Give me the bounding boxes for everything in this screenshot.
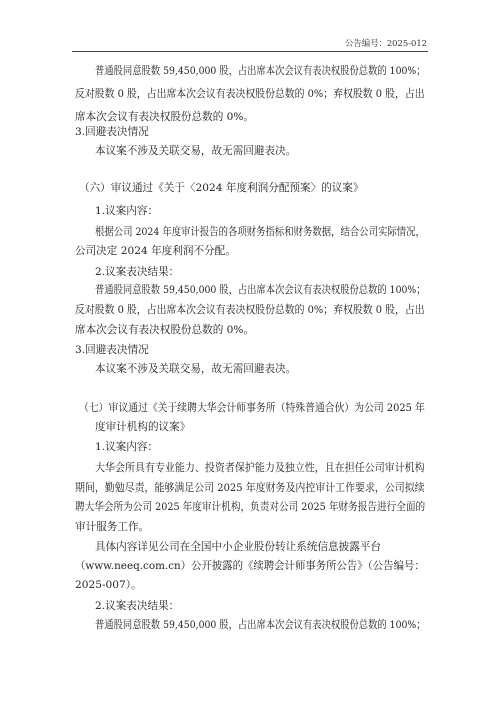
subheading-line: 2.议案表决结果： <box>95 266 180 278</box>
paragraph-line: 普通股同意股数 59,450,000 股，占出席本次会议有表决权股份总数的 100%； <box>95 65 426 77</box>
paragraph-line: 期间，勤勉尽责，能够满足公司 2025 年度财务及内控审计工作要求，公司拟续 <box>75 482 425 494</box>
subheading-line: 1.议案内容： <box>95 205 159 217</box>
paragraph-line: 根据公司 2024 年度审计报告的各项财务指标和财务数据，结合公司实际情况， <box>95 226 425 238</box>
section-heading-continued: 度审计机构的议案》 <box>95 421 191 433</box>
paragraph-line: 反对股数 0 股，占出席本次会议有表决权股份总数的 0%；弃权股数 0 股，占出 <box>75 304 425 316</box>
paragraph-line: 审计服务工作。 <box>75 521 150 533</box>
paragraph-line: 本议案不涉及关联交易，故无需回避表决。 <box>95 145 297 157</box>
header-divider <box>72 51 428 52</box>
paragraph-line: 聘大华会所为公司 2025 年度审计机构，负责对公司 2025 年财务报告进行全面的 <box>75 501 426 513</box>
subheading-line: 2.议案表决结果： <box>95 600 180 612</box>
paragraph-line: 席本次会议有表决权股份总数的 0%。 <box>75 324 255 336</box>
paragraph-line: 具体内容详见公司在全国中小企业股份转让系统信息披露平台 <box>95 541 382 553</box>
subheading-line: 3.回避表决情况 <box>75 126 149 138</box>
subheading-line: 3.回避表决情况 <box>75 344 149 356</box>
paragraph-line: 普通股同意股数 59,450,000 股，占出席本次会议有表决权股份总数的 100%； <box>95 619 426 631</box>
paragraph-line: 本议案不涉及关联交易，故无需回避表决。 <box>95 363 297 375</box>
section-heading: （六）审议通过《关于〈2024 年度利润分配预案〉的议案》 <box>79 182 364 194</box>
paragraph-line: 反对股数 0 股，占出席本次会议有表决权股份总数的 0%；弃权股数 0 股，占出 <box>75 88 425 100</box>
paragraph-line: 席本次会议有表决权股份总数的 0%。 <box>75 111 255 123</box>
paragraph-line: 公司决定 2024 年度利润不分配。 <box>75 245 236 257</box>
paragraph-line: 2025-007）。 <box>75 579 142 591</box>
paragraph-line: 普通股同意股数 59,450,000 股，占出席本次会议有表决权股份总数的 100%； <box>95 284 426 296</box>
subheading-line: 1.议案内容： <box>95 441 159 453</box>
section-heading: （七）审议通过《关于续聘大华会计师事务所（特殊普通合伙）为公司 2025 年 <box>79 402 425 414</box>
paragraph-line: （www.neeq.com.cn）公开披露的《续聘会计师事务所公告》（公告编号： <box>75 560 425 572</box>
announcement-code: 公告编号：2025-012 <box>344 38 427 48</box>
paragraph-line: 大华会所具有专业能力、投资者保护能力及独立性，且在担任公司审计机构 <box>95 462 425 474</box>
